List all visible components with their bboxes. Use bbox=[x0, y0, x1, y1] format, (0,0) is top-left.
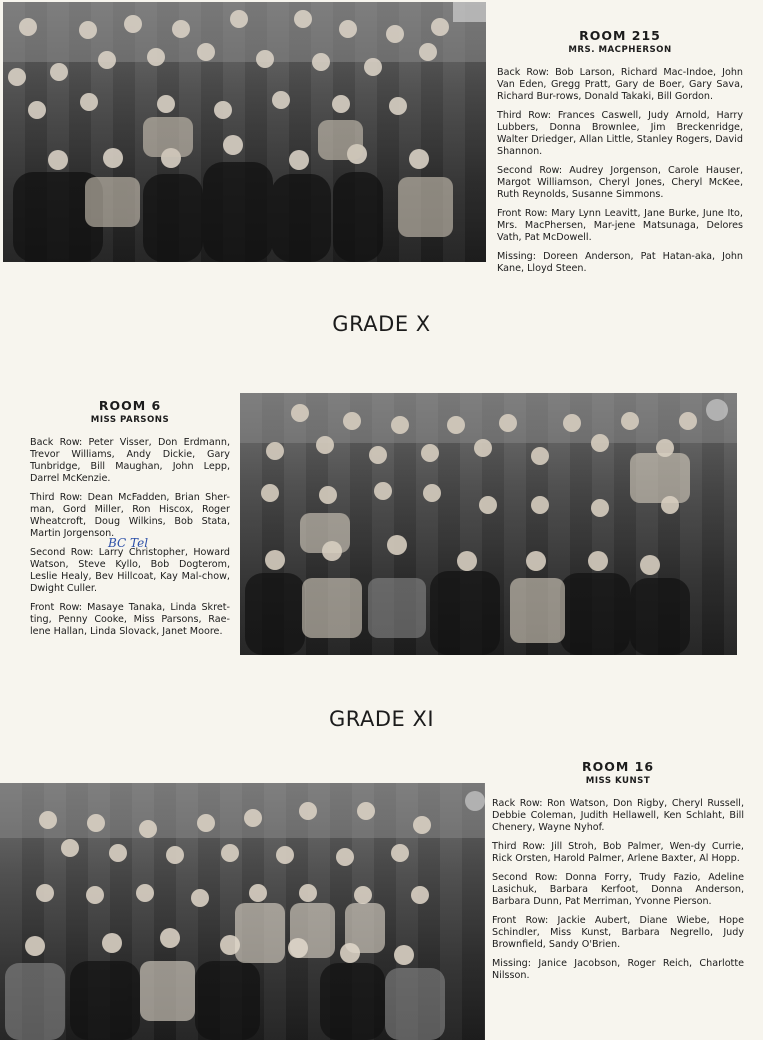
room-215-caption bbox=[497, 30, 743, 282]
room-6-back-row bbox=[30, 437, 230, 485]
handwritten-note: BC Tel bbox=[108, 536, 149, 550]
row-label: Back Row: bbox=[30, 437, 83, 448]
row-label: Second Row: bbox=[497, 165, 563, 176]
row-label: Front Row: bbox=[492, 915, 549, 926]
row-label: Third Row: bbox=[497, 110, 551, 121]
room-215-teacher: MRS. MACPHERSON bbox=[568, 45, 672, 55]
row-label: Rack Row: bbox=[492, 798, 543, 809]
row-names: Jill Stroh, Bob Palmer, Wen-dy Currie, Rick Orsten, Harold Palmer, Arlene Baxter, Al Hopp. bbox=[492, 841, 744, 864]
room-16-teacher: MISS KUNST bbox=[585, 776, 651, 786]
room-215-second-row bbox=[497, 165, 743, 201]
room-6-front-row bbox=[30, 602, 230, 638]
room-6-second-row bbox=[30, 547, 230, 595]
row-label: Second Row: bbox=[492, 872, 558, 883]
row-names: Audrey Jorgenson, Carole Hauser, Margot Williamson, Cheryl Jones, Cheryl McKee, Ruth Reynolds, Susanne Simmons. bbox=[497, 165, 743, 200]
row-names: Doreen Anderson, Pat Hatan-aka, John Kane, Lloyd Steen. bbox=[497, 251, 743, 274]
room-16-back-row bbox=[492, 798, 744, 834]
room-6-class-photo bbox=[240, 393, 737, 655]
row-names: Masaye Tanaka, Linda Skret-ting, Penny Cooke, Miss Parsons, Rae-lene Hallan, Linda Slovack, Janet Moore. bbox=[30, 602, 230, 637]
room-6-title: ROOM 6 bbox=[98, 398, 162, 413]
row-names: Peter Visser, Don Erdmann, Trevor Williams, Andy Dickie, Gary Tunbridge, Bill Maughan, John Lepp, Darrel McKenzie. bbox=[30, 437, 230, 484]
room-16-front-row bbox=[492, 915, 744, 951]
room-215-missing bbox=[497, 251, 743, 275]
row-label: Back Row: bbox=[497, 67, 550, 78]
row-names: Janice Jacobson, Roger Reich, Charlotte Nilsson. bbox=[492, 958, 744, 981]
room-16-caption bbox=[492, 761, 744, 989]
room-16-class-photo bbox=[0, 783, 485, 1040]
room-16-photo-figures bbox=[0, 783, 485, 1040]
row-names: Donna Forry, Trudy Fazio, Adeline Lasichuk, Barbara Kerfoot, Donna Anderson, Barbara Dunn, Pat Merriman, Yvonne Pierson. bbox=[492, 872, 744, 907]
room-6-photo-figures bbox=[240, 393, 737, 655]
room-6-teacher: MISS PARSONS bbox=[90, 415, 170, 425]
row-label: Third Row: bbox=[30, 492, 83, 503]
row-label: Missing: bbox=[492, 958, 532, 969]
row-names: Dean McFadden, Brian Sher-man, Gord Miller, Ron Hiscox, Roger Wheatcroft, Doug Wilkins, Bob Stata, Martin Jorgenson. bbox=[30, 492, 230, 539]
row-names: Mary Lynn Leavitt, Jane Burke, June Ito, Mrs. MacPhersen, Mar-jene Matsunaga, Delores Vath, Pat McDowell. bbox=[497, 208, 743, 243]
row-names: Frances Caswell, Judy Arnold, Harry Lubbers, Donna Brownlee, Jim Breckenridge, Walter Driedger, Allan Little, Stanley Rogers, David Shannon. bbox=[497, 110, 743, 157]
room-6-third-row bbox=[30, 492, 230, 540]
room-215-class-photo bbox=[3, 2, 486, 262]
row-label: Missing: bbox=[497, 251, 537, 262]
row-names: Larry Christopher, Howard Watson, Steve Kyllo, Bob Dogterom, Leslie Healy, Bev Hillcoat, Kay Mal-chow, Dwight Culler. bbox=[30, 547, 230, 594]
room-215-photo-figures bbox=[3, 2, 486, 262]
room-215-third-row bbox=[497, 110, 743, 158]
room-16-title: ROOM 16 bbox=[581, 759, 655, 774]
room-16-second-row bbox=[492, 872, 744, 908]
room-215-back-row bbox=[497, 67, 743, 103]
row-label: Front Row: bbox=[30, 602, 83, 613]
row-names: Jackie Aubert, Diane Wiebe, Hope Schindler, Miss Kunst, Barbara Negrello, Judy Brownfield, Sandy O'Brien. bbox=[492, 915, 744, 950]
grade-xi-heading: GRADE XI bbox=[328, 707, 435, 731]
room-6-caption bbox=[30, 400, 230, 645]
row-names: Bob Larson, Richard Mac-Indoe, John Van Eden, Gregg Pratt, Gary de Boer, Gary Sava, Richard Bur-rows, Donald Takaki, Bill Gordon. bbox=[497, 67, 743, 102]
room-215-front-row bbox=[497, 208, 743, 244]
grade-x-heading: GRADE X bbox=[332, 312, 431, 336]
row-label: Front Row: bbox=[497, 208, 548, 219]
room-16-missing bbox=[492, 958, 744, 982]
room-16-third-row bbox=[492, 841, 744, 865]
row-label: Third Row: bbox=[492, 841, 546, 852]
row-label: Second Row: bbox=[30, 547, 94, 558]
row-names: Ron Watson, Don Rigby, Cheryl Russell, Debbie Coleman, Judith Hellawell, Ken Schlaht, Bill Chenery, Wayne Nyhof. bbox=[492, 798, 744, 833]
room-215-title: ROOM 215 bbox=[579, 28, 661, 43]
